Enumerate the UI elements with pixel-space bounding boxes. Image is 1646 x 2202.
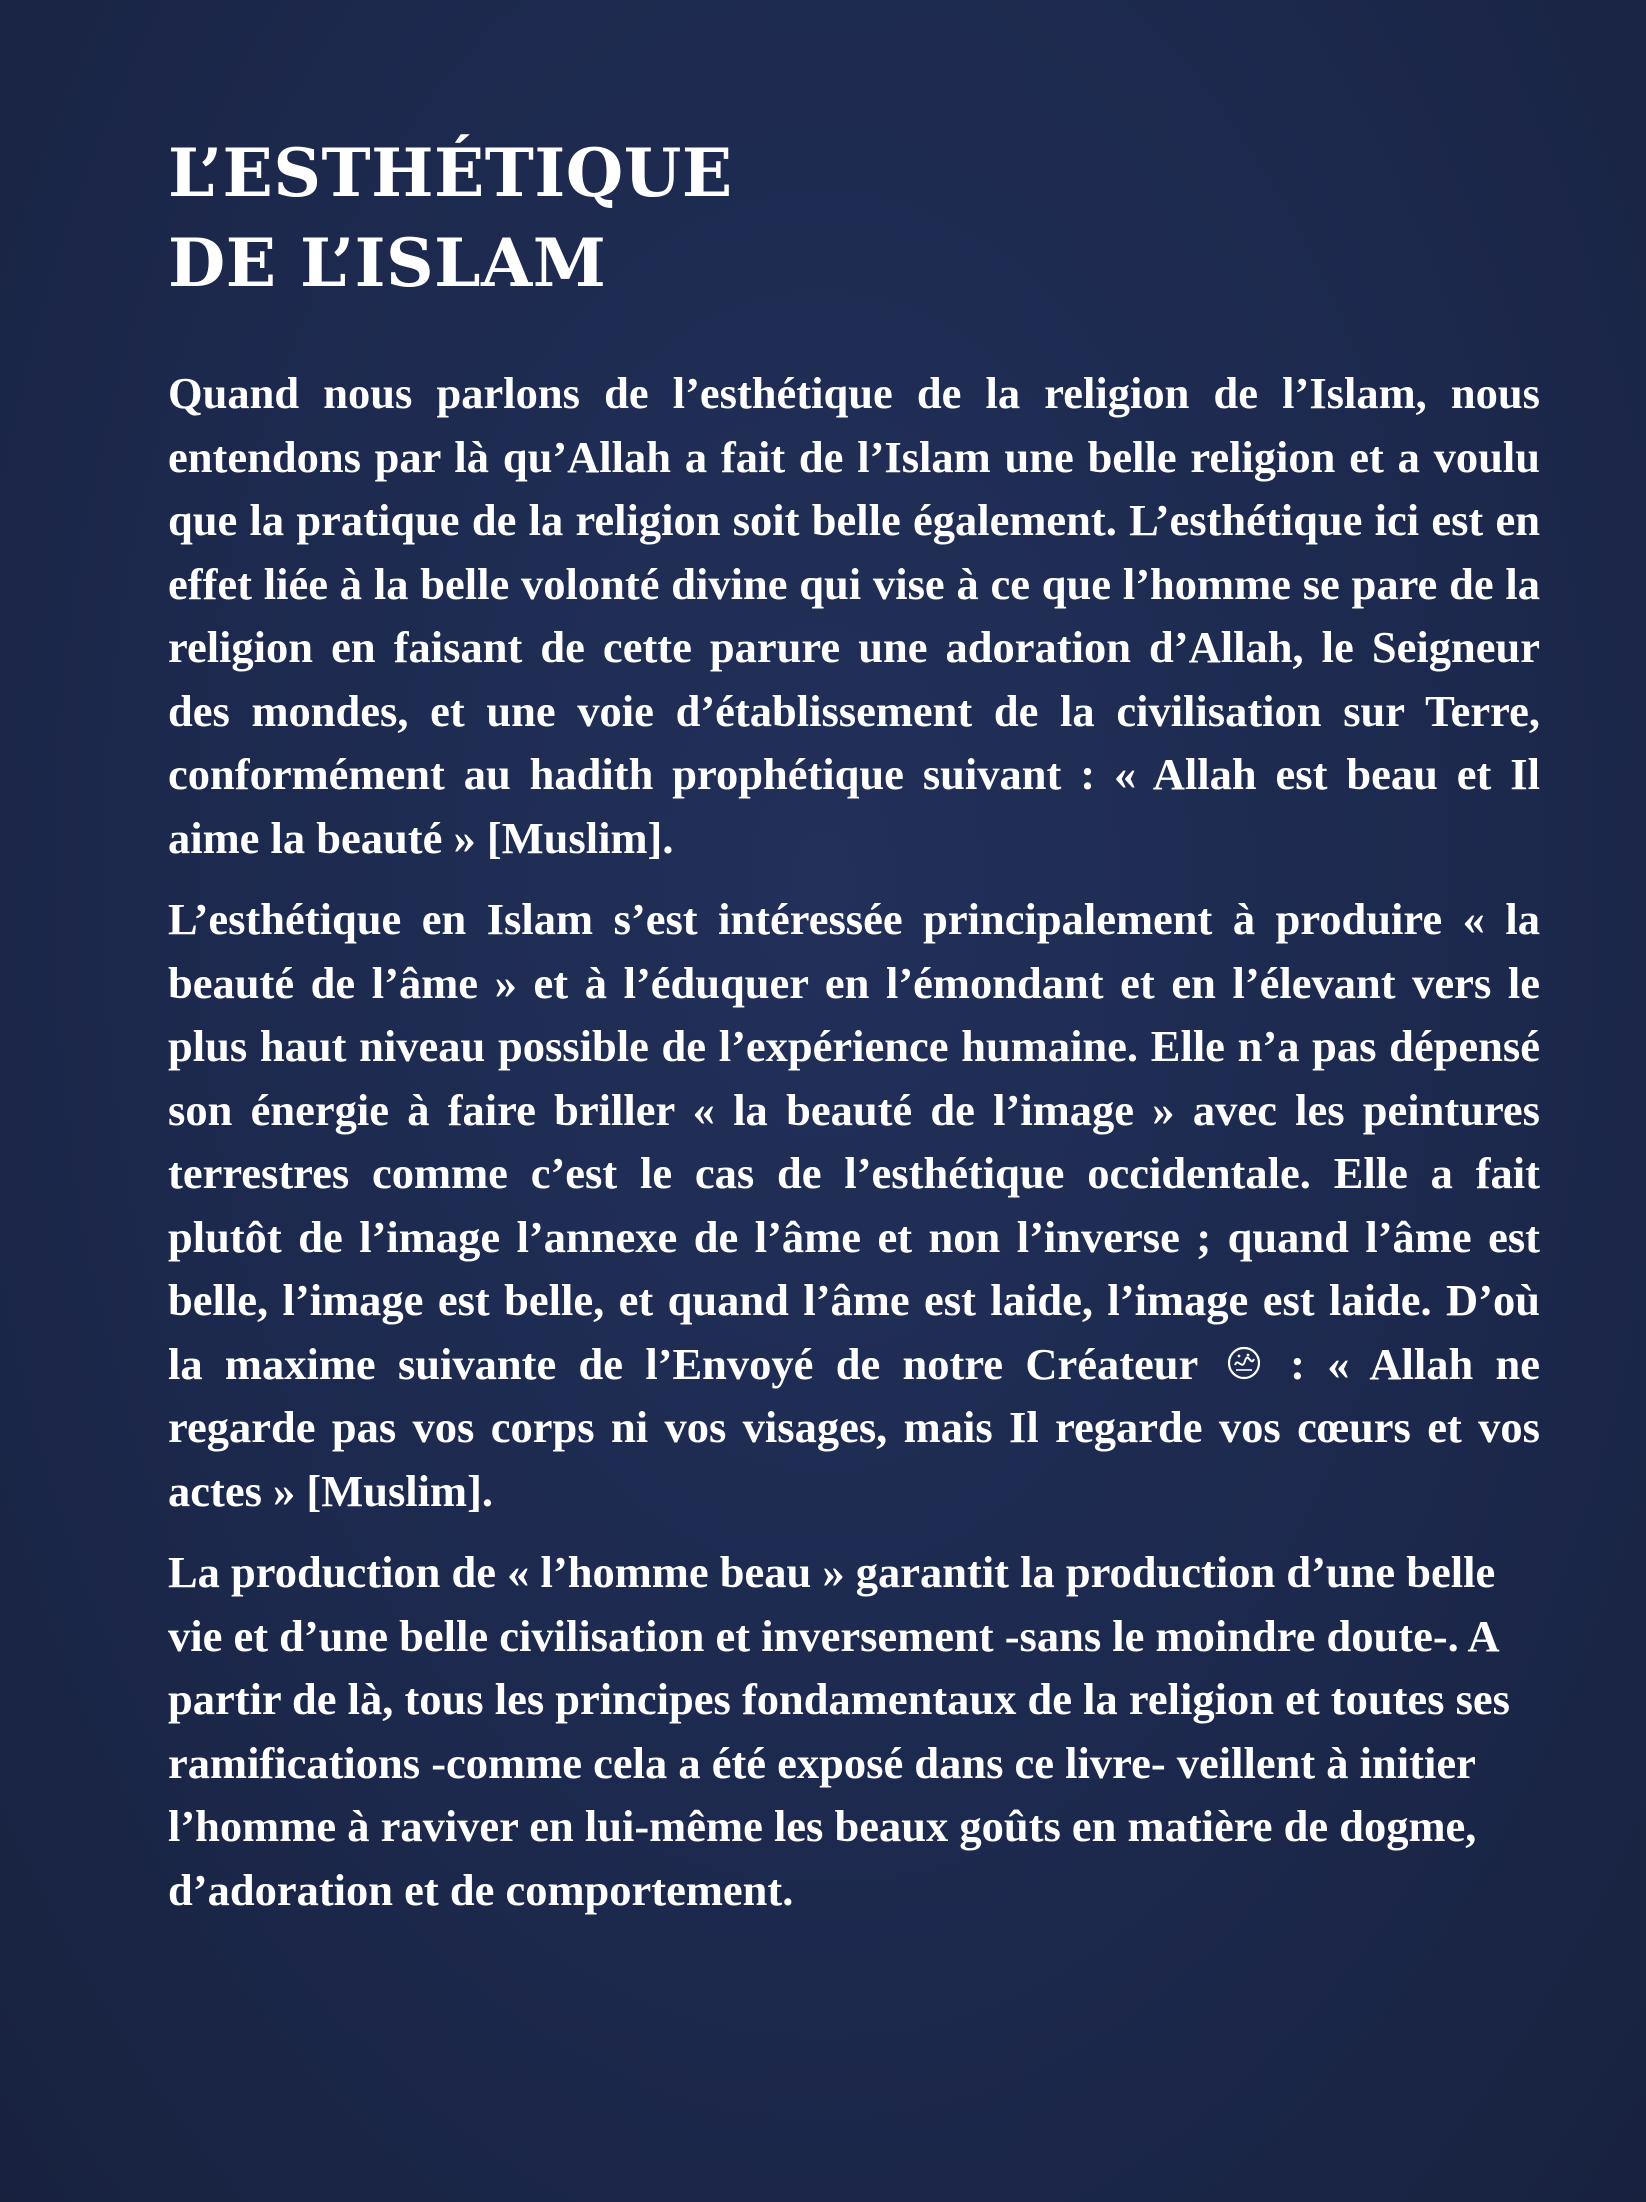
paragraph-2-text-before-icon: L’esthétique en Islam s’est intéressée principalement à produire « la beauté de l’âme » et à l’éduquer en l’émondant et en l’élevant vers le plus haut niveau possible de l’expérience humaine. Elle n’a pas dépensé son énergie à faire briller « la beauté de l’image » avec les peintures terrestres comme c’est le cas de l’esthétique occidentale. Elle a fait plutôt de l’image l’annexe de l’âme et non l’inverse ; quand l’âme est belle, l’image est belle, et quand l’âme est laide, l’image est laide. D’où la maxime suivante de l’Envoyé de notre Créateur [168,894,1540,1389]
paragraph-1: Quand nous parlons de l’esthétique de la religion de l’Islam, nous entendons par là qu’Allah a fait de l’Islam une belle religion et a voulu que la pratique de la religion soit belle également. L’esthétique ici est en effet liée à la belle volonté divine qui vise à ce que l’homme se pare de la religion en faisant de cette parure une adoration d’Allah, le Seigneur des mondes, et une voie d’établissement de la civilisation sur Terre, conformément au hadith prophétique suivant : « Allah est beau et Il aime la beauté » [Muslim]. [168,368,1540,863]
paragraph-2 [168,888,1540,1523]
book-title-line-2: DE L’ISLAM [168,224,607,302]
paragraph-2-text-after-icon: : « Allah ne regarde pas vos corps ni vos visages, mais Il regarde vos cœurs et vos actes » [Muslim]. [168,1338,1541,1516]
book-title-line-1: L’ESTHÉTIQUE [168,134,733,212]
paragraph-3: La production de « l’homme beau » garantit la production d’une belle vie et d’une belle civilisation et inversement -sans le moindre doute-. A partir de là, tous les principes fondamentaux de la religion et toutes ses ramifications -comme cela a été exposé dans ce livre- veillent à initier l’homme à raviver en lui-même les beaux goûts en matière de dogme, d’adoration et de comportement. [168,1547,1510,1915]
cover-text-block [168,128,1540,1940]
salutation-calligraphy-icon [1226,1335,1262,1371]
book-title [168,128,1540,308]
